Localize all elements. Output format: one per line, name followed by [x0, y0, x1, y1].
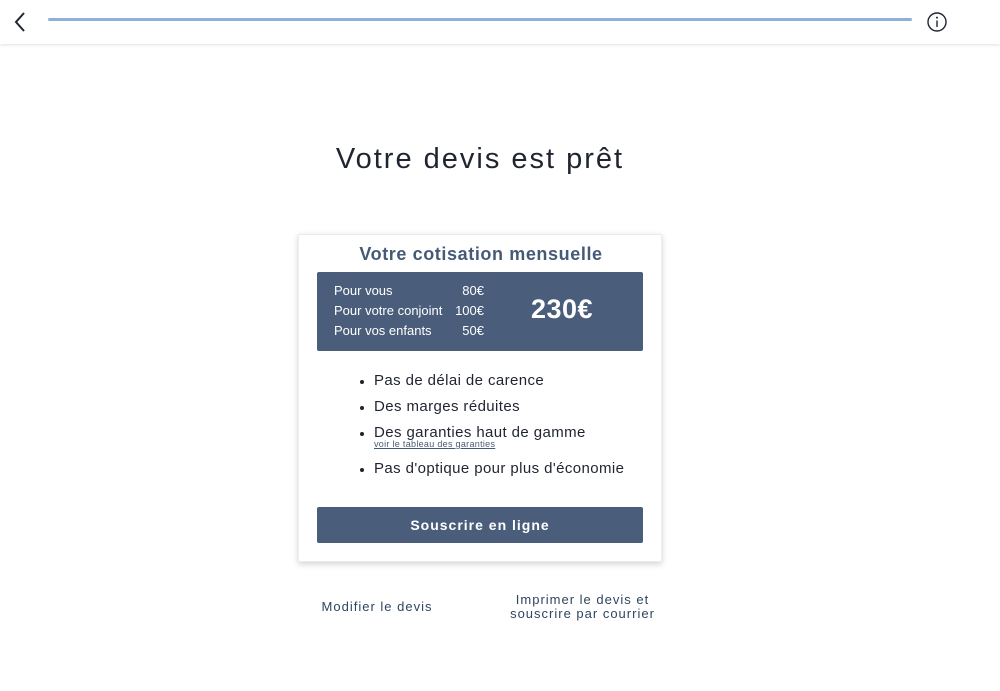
chevron-left-icon — [13, 11, 27, 33]
price-label: Pour vous — [334, 283, 393, 298]
feature-item — [357, 424, 657, 460]
quote-card — [298, 234, 662, 562]
feature-text: Des marges réduites — [374, 398, 520, 415]
print-quote-label-line1: Imprimer le devis et — [515, 592, 650, 607]
feature-text: Pas d'optique pour plus d'économie — [374, 460, 625, 477]
price-row-you — [334, 283, 484, 301]
feature-item — [357, 372, 657, 398]
feature-text: Des garanties haut de gamme — [374, 424, 586, 441]
info-button[interactable] — [926, 11, 948, 33]
feature-list — [357, 372, 657, 477]
price-amount: 50€ — [462, 323, 484, 338]
print-quote-label-line2: souscrire par courrier — [510, 606, 655, 621]
info-icon — [926, 11, 948, 33]
guarantees-table-link[interactable]: voir le tableau des garanties — [374, 439, 496, 449]
price-summary-box — [317, 272, 643, 351]
price-label: Pour vos enfants — [334, 323, 432, 338]
price-row-spouse — [334, 303, 484, 321]
progress-bar — [48, 18, 912, 21]
top-bar — [0, 0, 1000, 44]
price-row-children — [334, 323, 484, 341]
page-title: Votre devis est prêt — [335, 143, 625, 176]
modify-quote-label: Modifier le devis — [321, 599, 433, 614]
feature-item — [357, 398, 657, 424]
back-button[interactable] — [8, 8, 32, 36]
modify-quote-button[interactable] — [318, 600, 436, 614]
price-amount: 100€ — [455, 303, 484, 318]
feature-text: Pas de délai de carence — [374, 372, 545, 389]
price-label: Pour votre conjoint — [334, 303, 443, 318]
card-title: Votre cotisation mensuelle — [359, 244, 603, 264]
price-amount: 80€ — [462, 283, 484, 298]
print-quote-button[interactable] — [505, 593, 660, 621]
feature-item — [357, 460, 657, 477]
subscribe-online-button[interactable]: Souscrire en ligne — [317, 507, 643, 543]
total-price: 230€ — [530, 294, 594, 324]
progress-fill — [48, 18, 912, 21]
